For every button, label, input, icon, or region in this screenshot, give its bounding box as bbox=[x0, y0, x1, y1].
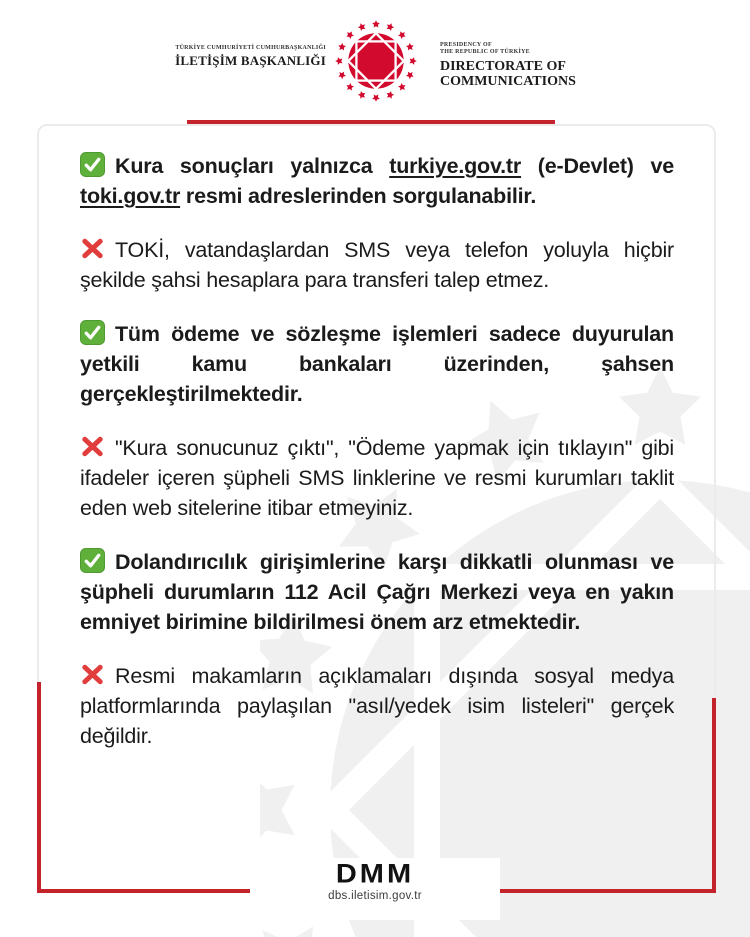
top-red-accent-line bbox=[187, 120, 555, 124]
bullet-item bbox=[80, 547, 674, 637]
header-left-top-line: TÜRKİYE CUMHURİYETİ CUMHURBAŞKANLIĞI bbox=[175, 45, 326, 51]
bullet-text: Resmi makamların açıklamaları dışında sosyal medya platformlarında paylaşılan "asıl/yedek isim listeleri" gerçek değildir. bbox=[80, 664, 674, 748]
presidency-emblem-icon bbox=[333, 16, 419, 106]
bullet-text: (e-Devlet) ve bbox=[521, 154, 674, 178]
link-text[interactable]: toki.gov.tr bbox=[80, 184, 181, 208]
header-right-top-line1: PRESIDENCY OF bbox=[440, 42, 492, 48]
bullet-item bbox=[80, 661, 674, 751]
card-red-border-bottom-right bbox=[500, 889, 716, 893]
card-red-border-right bbox=[712, 698, 716, 893]
bullet-text: Tüm ödeme ve sözleşme işlemleri sadece duyurulan yetkili kamu bankaları üzerinden, şahsen gerçekleştirilmektedir. bbox=[80, 322, 674, 406]
footer-block bbox=[250, 858, 500, 920]
check-icon bbox=[80, 548, 105, 573]
cross-icon bbox=[80, 236, 105, 261]
check-icon bbox=[80, 152, 105, 177]
check-icon bbox=[80, 320, 105, 345]
header-right-block bbox=[440, 42, 576, 89]
link-text[interactable]: turkiye.gov.tr bbox=[389, 154, 522, 178]
header-right-title-line2: COMMUNICATIONS bbox=[440, 74, 576, 89]
header-right-top-line2: THE REPUBLIC OF TÜRKİYE bbox=[440, 49, 530, 55]
header-right-title-line1: DIRECTORATE OF bbox=[440, 59, 566, 74]
header-left-title: İLETİŞİM BAŞKANLIĞI bbox=[175, 53, 326, 68]
bullet-item bbox=[80, 151, 674, 211]
cross-icon bbox=[80, 662, 105, 687]
bullet-text: Kura sonuçları yalnızca bbox=[115, 154, 390, 178]
bullet-list bbox=[80, 151, 674, 775]
dmm-logo: DMM bbox=[335, 859, 415, 889]
header-left-block bbox=[175, 45, 326, 69]
cross-icon bbox=[80, 434, 105, 459]
bullet-item bbox=[80, 319, 674, 409]
card-red-border-bottom-left bbox=[37, 889, 250, 893]
bullet-text: Dolandırıcılık girişimlerine karşı dikkatli olunması ve şüpheli durumların 112 Acil Çağrı Merkezi veya en yakın emniyet birimine bildirilmesi önem arz etmektedir. bbox=[80, 550, 674, 634]
card-red-border-left bbox=[37, 682, 41, 893]
bullet-item bbox=[80, 433, 674, 523]
bullet-text: resmi adreslerinden sorgulanabilir. bbox=[180, 184, 537, 208]
dmm-url[interactable]: dbs.iletisim.gov.tr bbox=[328, 890, 422, 902]
bullet-text: "Kura sonucunuz çıktı", "Ödeme yapmak için tıklayın" gibi ifadeler içeren şüpheli SMS linklerine ve resmi kurumları taklit eden web sitelerine itibar etmeyiniz. bbox=[80, 436, 674, 520]
bullet-text: TOKİ, vatandaşlardan SMS veya telefon yoluyla hiçbir şekilde şahsi hesaplara para transferi talep etmez. bbox=[80, 238, 674, 292]
bullet-item bbox=[80, 235, 674, 295]
